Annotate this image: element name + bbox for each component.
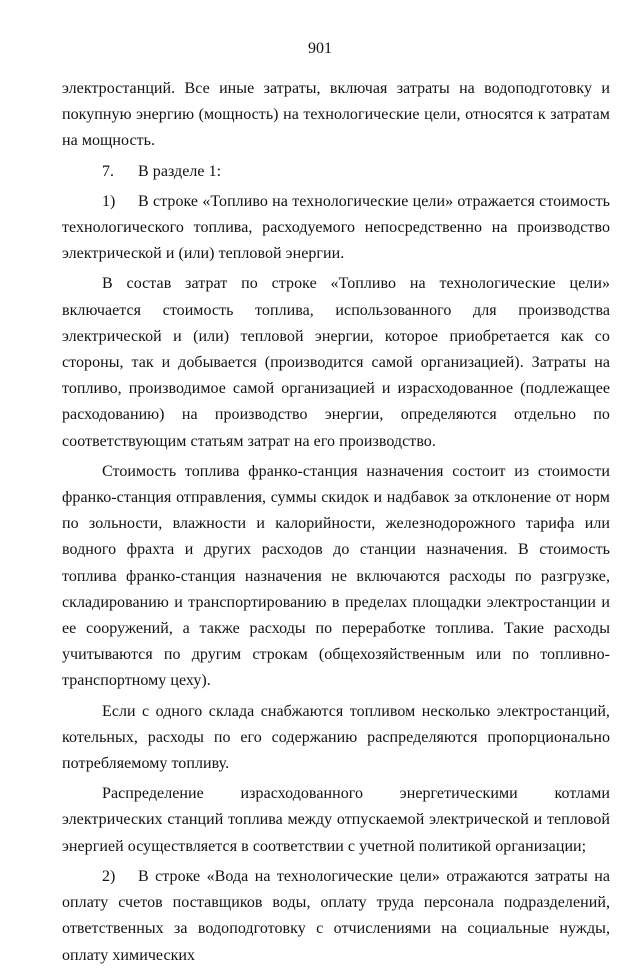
paragraph-fuel-composition: В состав затрат по строке «Топливо на технологические цели» включается стоимость топлива, использованного для производства электрической и (или) тепловой энергии, которое приобретается как со стороны, так и добывается (производится самой организацией). Затраты на топливо, производимое самой организацией и израсходованное (подлежащее расходованию) на производство энергии, определяются отдельно по соответствующим статьям затрат на его производство. bbox=[62, 275, 610, 450]
page-number: 901 bbox=[308, 40, 332, 57]
list-item-2-text: В строке «Вода на технологические цели» отражаются затраты на оплату счетов поставщиков воды, оплату труда персонала подразделений, ответственных за водоподготовку с отчислениями на социальные нужды, оплату химических bbox=[62, 867, 610, 964]
list-item-1-number: 1) bbox=[102, 192, 116, 210]
paragraph-continuation: электростанций. Все иные затраты, включая затраты на водоподготовку и покупную энергию (мощность) на технологические цели, относятся к затратам на мощность. bbox=[62, 80, 610, 150]
section-heading bbox=[62, 159, 610, 185]
list-item-2-number: 2) bbox=[102, 867, 116, 885]
list-item-2 bbox=[62, 864, 610, 969]
section-heading-text: В разделе 1: bbox=[138, 162, 222, 180]
section-number: 7. bbox=[102, 162, 115, 180]
paragraph-fuel-cost: Стоимость топлива франко-станция назначения состоит из стоимости франко-станция отправления, суммы скидок и надбавок за отклонение от норм по зольности, влажности и калорийности, железнодорожного тарифа или водного фрахта и других расходов до станции назначения. В стоимость топлива франко-станция назначения не включаются расходы по разгрузке, складированию и транспортированию в пределах площадки электростанции и ее сооружений, а также расходы по переработке топлива. Такие расходы учитываются по другим строкам (общехозяйственным или по топливно-транспортному цеху). bbox=[62, 462, 610, 690]
list-item-1-text: В строке «Топливо на технологические цели» отражается стоимость технологического топлива, расходуемого непосредственно на производство электрической и (или) тепловой энергии. bbox=[62, 192, 610, 263]
list-item-1 bbox=[62, 189, 610, 268]
paragraph-warehouse: Если с одного склада снабжаются топливом несколько электростанций, котельных, расходы по его содержанию распределяются пропорционально потребляемому топливу. bbox=[62, 702, 610, 773]
paragraph-distribution: Распределение израсходованного энергетическими котлами электрических станций топлива между отпускаемой электрической и тепловой энергией осуществляется в соответствии с учетной политикой организации; bbox=[62, 785, 610, 855]
page-body bbox=[62, 76, 610, 969]
